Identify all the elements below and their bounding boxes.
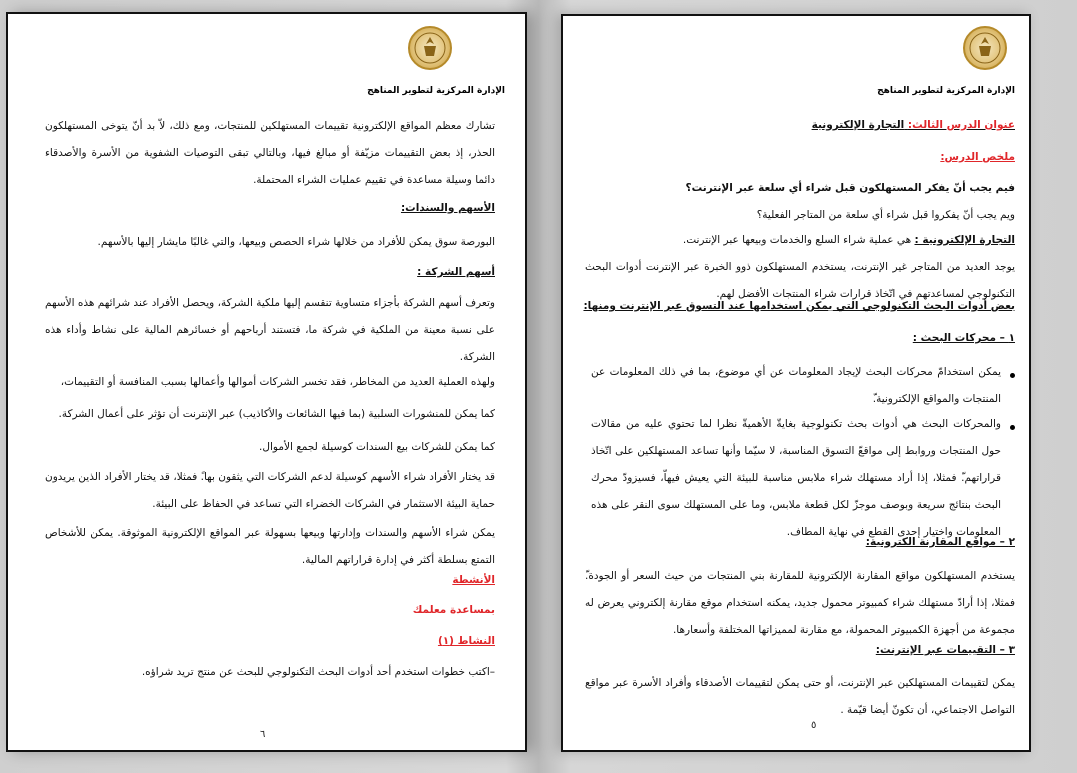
heading-stocks-bonds: الأسهم والسندات: — [400, 202, 495, 214]
left-page — [6, 12, 527, 752]
right-page — [561, 14, 1031, 752]
paragraph-reviews-caution: تشارك معظم المواقع الإلكترونية تقييمات المستهلكين للمنتجات، ومع ذلك، لاّ بد أنّ يتوخى المستهلكون الحذر، إذ بعض التقييمات مزيّفة أو مبالغ فيها، وبالتالي تبقى التوصيات الشفوية من الأسرة والأصدقاء دائما وسيلة مساعدة في تقييم عمليات الشراء المحتملة. — [45, 120, 495, 186]
ministry-seal-icon — [408, 26, 452, 70]
activity-1-text: –اكتب خطوات استخدم أحد أدوات البحث التكنولوجي للبحث عن منتج تريد شراؤه. — [141, 666, 495, 678]
paragraph-negative-posts: كما يمكن للمنشورات السلبية (بما فيها الشائعات والأكاذيب) عبر الإنترنت أن تؤثر على أعمال الشركة. — [58, 408, 495, 420]
activity-1-title: النشاط (١) — [437, 635, 495, 647]
search-engines-heading: ١ – محركات البحث : — [912, 332, 1015, 344]
tools-heading: بعض أدوات البحث التكنولوجي التي يمكن استخدامها عند التسوق عبر الإنترنت ومنها: — [583, 300, 1015, 312]
paragraph-buy-online: يمكن شراء الأسهم والسندات وإدارتها وبيعها بسهولة عبر المواقع الإلكترونية الموثوقة. يمكن للأشخاص التمتع بسلطة أكثر في إدارة قراراتهم المالية. — [45, 527, 495, 566]
lesson-label: عنوان الدرس الثالث: — [907, 119, 1015, 131]
paragraph-bonds: كما يمكن للشركات بيع السندات كوسيلة لجمع الأموال. — [259, 441, 495, 453]
comparison-sites-text: يستخدم المستهلكون مواقع المقارنة الإلكترونية للمقارنة بني المنتجات من حيث السعر أو الجودة.ّ فمثلا، إذا أرادّ مستهلك شراء كمبيوتر محمول جديد، يمكنه استخدام موقع مقارنة إلكتروني يعرض له مجموعة من أجهزة الكمبيوتر المحمولة، مع مقارنة لمميزاتها المختلفة وأسعارها. — [585, 570, 1015, 636]
paragraph-company-stocks: وتعرف أسهم الشركة بأجزاء متساوية تنقسم إليها ملكية الشركة، ويحصل الأفراد عند شرائهم هذه الأسهم على نسبة معينة من الملكية في شركة ما، فتستند أرباحهم أو خسائرهم المالية على نشاط وأداء هذه الشركة. — [45, 297, 495, 363]
paragraph-choose-stocks: قد يختار الأفراد شراء الأسهم كوسيلة لدعم الشركات التي يثقون بها.ً فمثلا، قد يختار الأفراد الذين يريدون حماية البيئة الاستثمار في الشركات الخضراء التي تساعد في الحفاظ على البيئة. — [45, 471, 495, 510]
ecommerce-def-text: هي عملية شراء السلع والخدمات وبيعها عبر الإنترنت. — [682, 234, 912, 246]
lesson-summary-label: ملخص الدرس: — [940, 151, 1015, 163]
ecommerce-definition — [595, 227, 1015, 254]
bullet-search-engines-1: يمكن استخدامّ محركات البحث لإيجاد المعلومات عن أي موضوع، بما في ذلك المعلومات عن المنتجات والمواقع الإلكترونية.ّ — [591, 366, 1001, 405]
comparison-sites-heading: ٢ – مواقع المقارنة الكترونية: — [865, 536, 1015, 548]
question-heading: فيم يجب أنّ يفكر المستهلكون قبل شراء أي سلعة عبر الإنترنت؟ — [685, 182, 1015, 194]
heading-company-stocks: أسهم الشركة : — [417, 266, 495, 278]
online-reviews-heading: ٣ – التقييمات عبر الإنترنت: — [875, 644, 1015, 656]
question-answer: ويم يجب أنّ يفكروا قبل شراء أي سلعة من المتاجر الفعلية؟ — [756, 209, 1015, 221]
lesson-title: التجارة الإلكترونية — [811, 119, 905, 131]
activities-title: الأنشطة — [452, 574, 495, 586]
page-header: الإدارة المركزية لتطوير المناهج — [367, 86, 505, 96]
paragraph-risks: ولهذه العملية العديد من المخاطر، فقد تخسر الشركات أموالها وأعمالها بسبب المنافسة أو التقييمات، — [60, 376, 495, 388]
lesson-title-line — [812, 119, 1015, 131]
paragraph-bourse: البورصة سوق يمكن للأفراد من خلالها شراء الحصص وبيعها، والتي غالبًا مايشار إليها بالأسهم. — [97, 236, 495, 248]
page-number: ٦ — [260, 729, 266, 740]
online-reviews-text: يمكن لتقييمات المستهلكين عبر الإنترنت، أو حتى يمكن لتقييمات الأصدقاء وأفراد الأسرة عبر مواقع التواصل الاجتماعي، أن تكونّ أيضا قيّمة . — [585, 677, 1015, 716]
page-header: الإدارة المركزية لتطوير المناهج — [877, 86, 1015, 96]
page-number: ٥ — [811, 720, 817, 731]
paragraph-stores: يوجد العديد من المتاجر غير الإنترنت، يستخدم المستهلكون ذوو الخبرة عبر الإنترنت أدوات البحث التكنولوجي لمساعدتهم في اتّخاذ قرارات شراء المنتجات الأفضل لهم. — [585, 261, 1015, 300]
bullet-dot — [1010, 373, 1015, 378]
with-teacher-label: بمساعدة معلمك — [412, 604, 495, 616]
ministry-seal-icon — [963, 26, 1007, 70]
bullet-dot — [1010, 425, 1015, 430]
bullet-search-engines-2: والمحركات البحث هي أدوات بحث تكنولوجية بغايةّ الأهميةّ نظرا لما تحتوي عليه من مقالات حول المنتجات وروابط إلى مواقعّ التسوق المناسبة، لا سيّما وأنها تساعد المستهلكين على اتّخاذ قراراتهم.ّ فمثلا، إذا أراد مستهلك شراء ملابس مناسبة للبيئة التي يعيش فيهاّ، فسيزودّ محرك البحث بنتائج سريعة وبوصف موجزّ لكل قطعة ملابس، وما على المستهلك سوى النقر على هذه المعلومات واختيار إحدى القطع في نهاية المطاف. — [591, 418, 1001, 538]
ecommerce-term: التجارة الإلكترونية : — [914, 234, 1015, 246]
